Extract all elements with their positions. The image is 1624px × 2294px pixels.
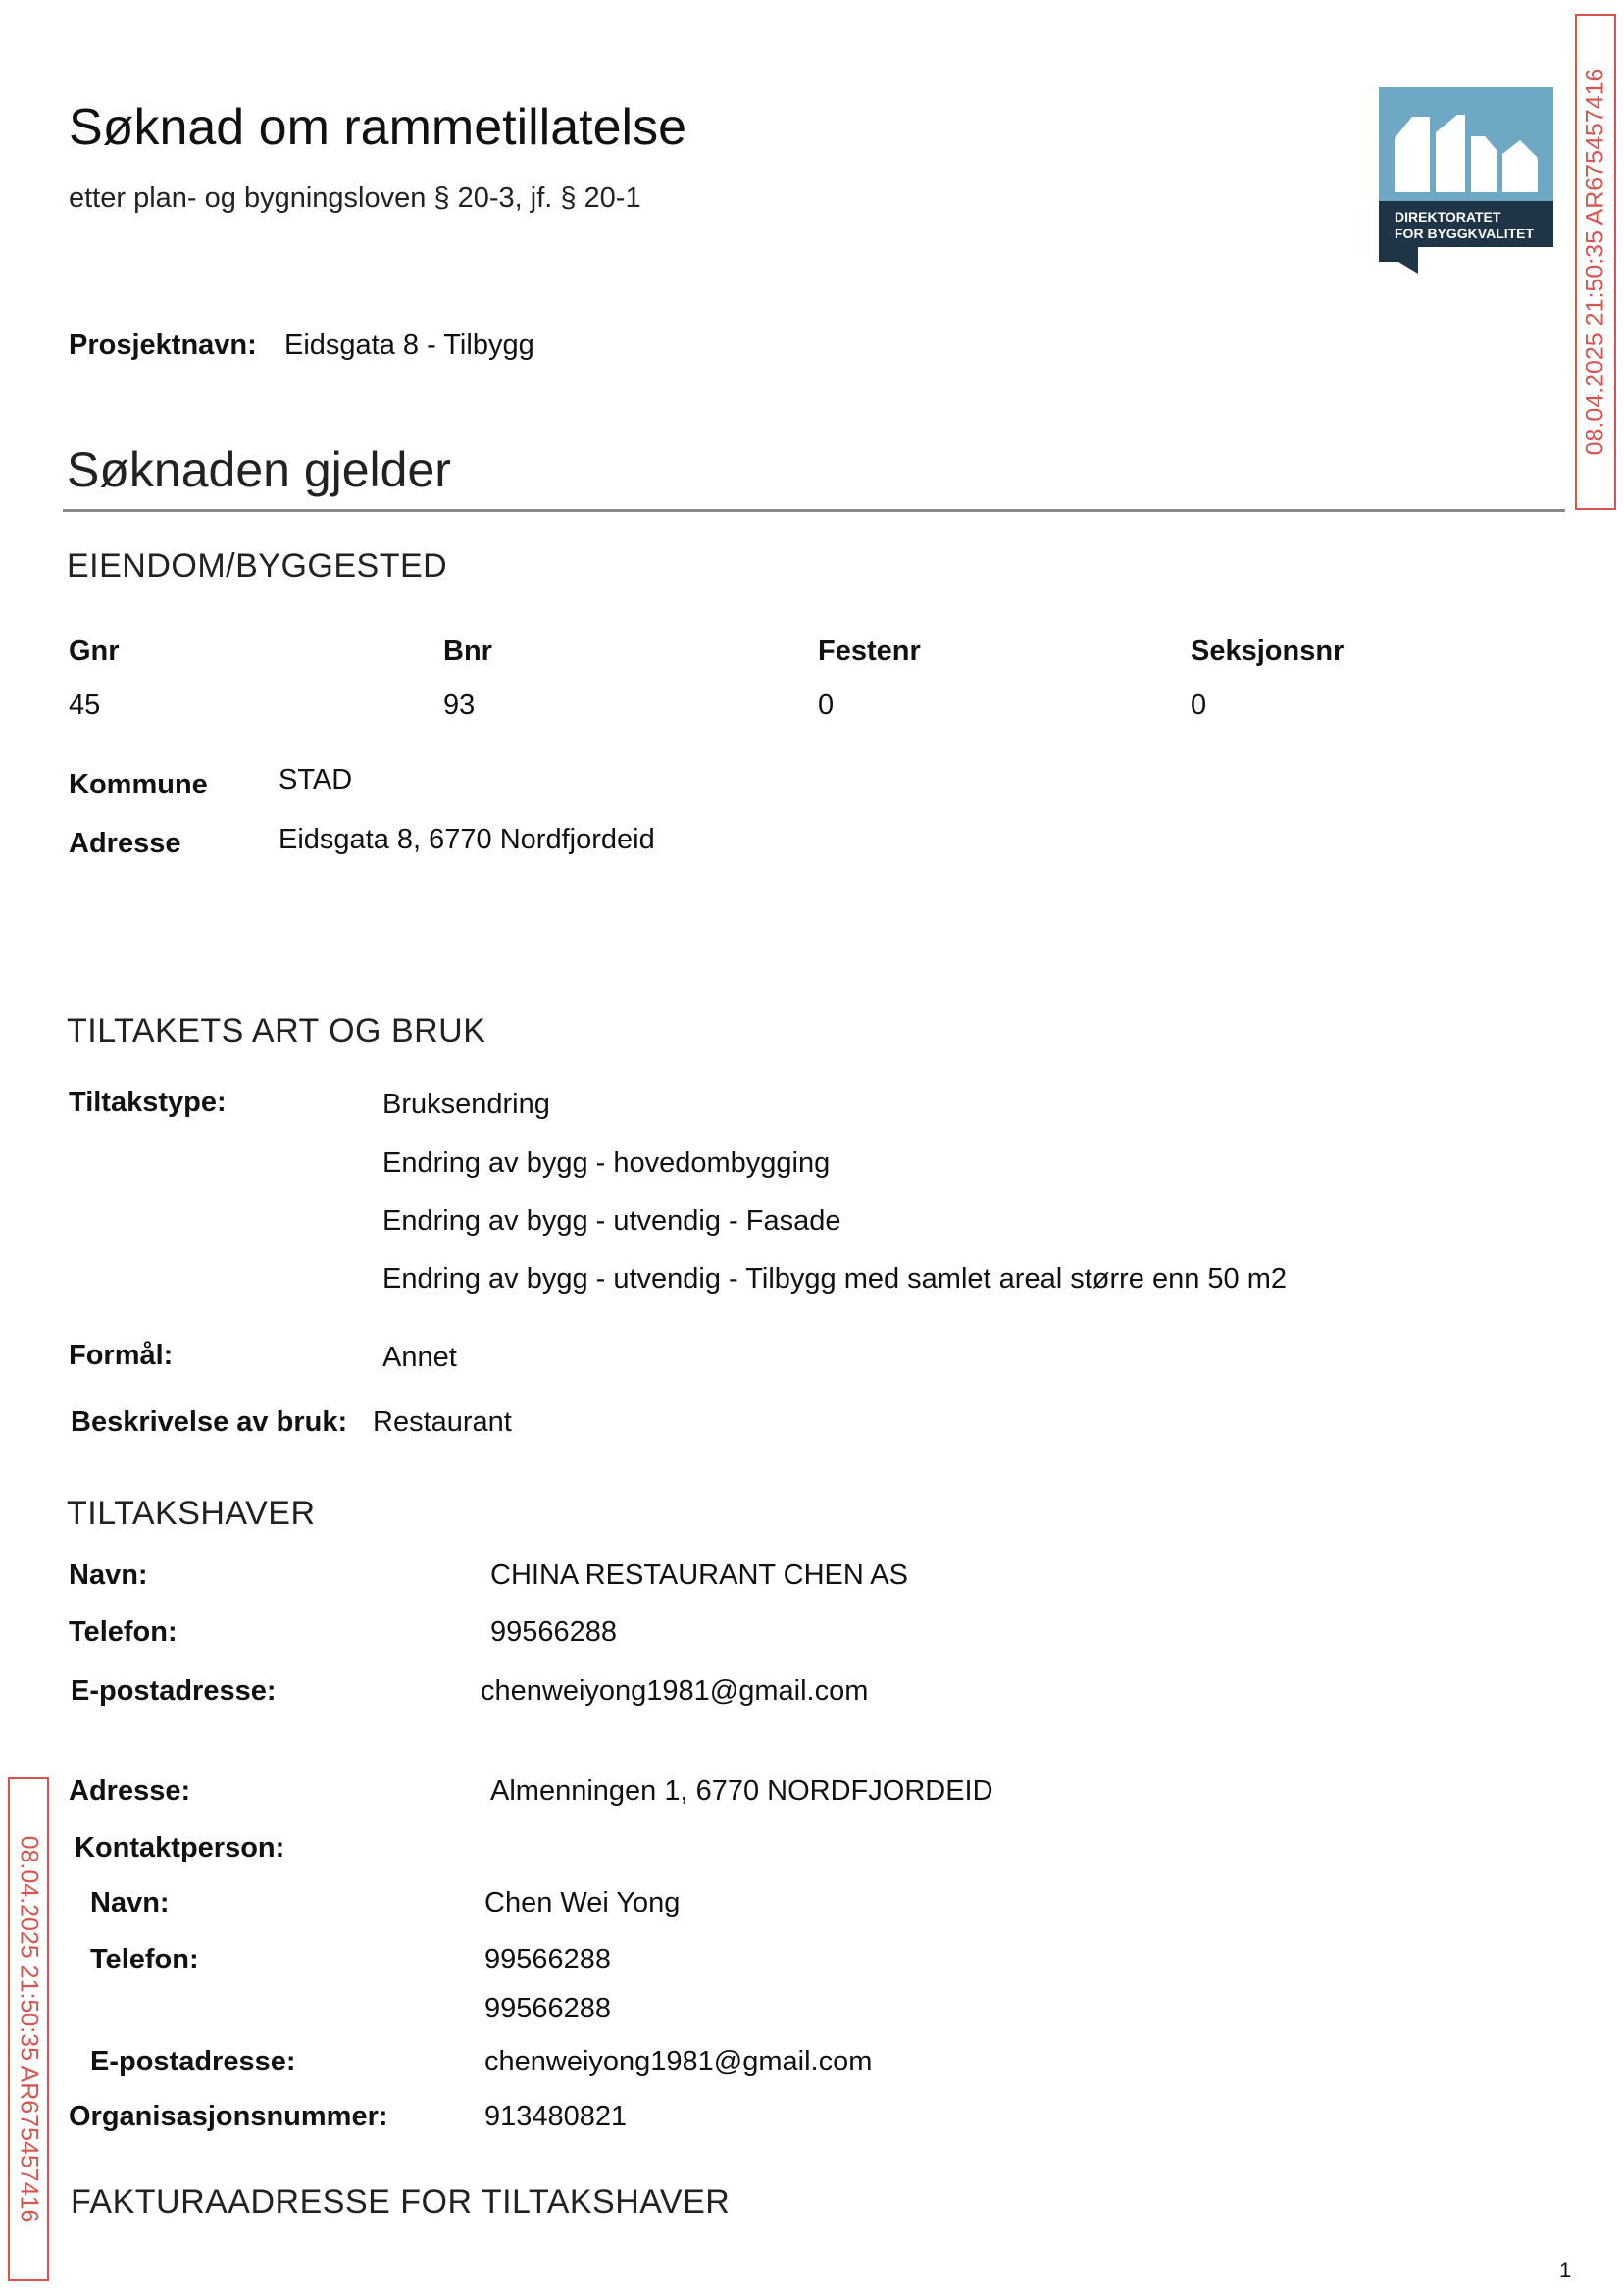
use-label: Beskrivelse av bruk:: [71, 1406, 348, 1438]
owner-phone-value: 99566288: [490, 1616, 618, 1648]
contact-name-value: Chen Wei Yong: [484, 1887, 681, 1918]
measure-heading: TILTAKETS ART OG BRUK: [67, 1012, 486, 1049]
measure-type-label: Tiltakstype:: [69, 1087, 227, 1118]
kommune-value: STAD: [279, 764, 353, 795]
owner-email-label: E-postadresse:: [71, 1675, 277, 1707]
seksjonsnr-value: 0: [1191, 689, 1207, 721]
owner-phone-label: Telefon:: [69, 1616, 178, 1648]
project-name-value: Eidsgata 8 - Tilbygg: [284, 330, 534, 361]
owner-name-value: CHINA RESTAURANT CHEN AS: [490, 1559, 908, 1591]
bnr-label: Bnr: [443, 636, 492, 667]
measure-type-item: Endring av bygg - utvendig - Tilbygg med samlet areal større enn 50 m2: [382, 1263, 1288, 1295]
adresse-label: Adresse: [69, 828, 181, 859]
project-name-label: Prosjektnavn:: [69, 330, 257, 361]
contact-phone-value-2: 99566288: [484, 1993, 612, 2024]
festenr-value: 0: [818, 689, 835, 721]
contact-person-label: Kontaktperson:: [75, 1832, 285, 1863]
festenr-label: Festenr: [818, 636, 921, 667]
contact-phone-label: Telefon:: [90, 1944, 199, 1975]
contact-email-label: E-postadresse:: [90, 2046, 296, 2077]
owner-address-label: Adresse:: [69, 1775, 191, 1807]
dibk-logo: [1379, 87, 1553, 274]
page-subtitle: etter plan- og bygningsloven § 20-3, jf. § 20-1: [69, 182, 641, 214]
contact-name-label: Navn:: [90, 1887, 170, 1918]
invoice-heading: FAKTURAADRESSE FOR TILTAKSHAVER: [71, 2183, 731, 2220]
page-number: 1: [1559, 2258, 1572, 2282]
section-title: Søknaden gjelder: [67, 442, 451, 497]
stamp-text: 08.04.2025 21:50:35 AR675457416: [1581, 68, 1609, 456]
org-number-label: Organisasjonsnummer:: [69, 2101, 388, 2132]
contact-phone-value: 99566288: [484, 1944, 612, 1975]
bnr-value: 93: [443, 689, 476, 721]
measure-type-item: Bruksendring: [382, 1089, 550, 1120]
use-value: Restaurant: [373, 1406, 512, 1438]
purpose-value: Annet: [382, 1342, 457, 1373]
gnr-label: Gnr: [69, 636, 120, 667]
measure-type-item: Endring av bygg - utvendig - Fasade: [382, 1205, 841, 1237]
timestamp-stamp-right: [1575, 14, 1616, 510]
owner-address-value: Almenningen 1, 6770 NORDFJORDEID: [490, 1775, 993, 1807]
org-number-value: 913480821: [484, 2101, 628, 2132]
measure-type-item: Endring av bygg - hovedombygging: [382, 1147, 831, 1179]
logo-line-1: DIREKTORATET: [1395, 209, 1501, 225]
purpose-label: Formål:: [69, 1340, 174, 1371]
seksjonsnr-label: Seksjonsnr: [1191, 636, 1345, 667]
page-title: Søknad om rammetillatelse: [69, 99, 686, 156]
owner-email-value: chenweiyong1981@gmail.com: [481, 1675, 869, 1707]
property-heading: EIENDOM/BYGGESTED: [67, 547, 448, 585]
kommune-label: Kommune: [69, 769, 208, 800]
timestamp-stamp-left: [8, 1777, 49, 2281]
owner-heading: TILTAKSHAVER: [67, 1495, 316, 1532]
section-divider: [63, 509, 1565, 512]
gnr-value: 45: [69, 689, 101, 721]
logo-line-2: FOR BYGGKVALITET: [1395, 226, 1535, 241]
contact-email-value: chenweiyong1981@gmail.com: [484, 2046, 873, 2077]
stamp-text: 08.04.2025 21:50:35 AR675457416: [15, 1835, 43, 2223]
owner-name-label: Navn:: [69, 1559, 148, 1591]
adresse-value: Eidsgata 8, 6770 Nordfjordeid: [279, 824, 655, 855]
